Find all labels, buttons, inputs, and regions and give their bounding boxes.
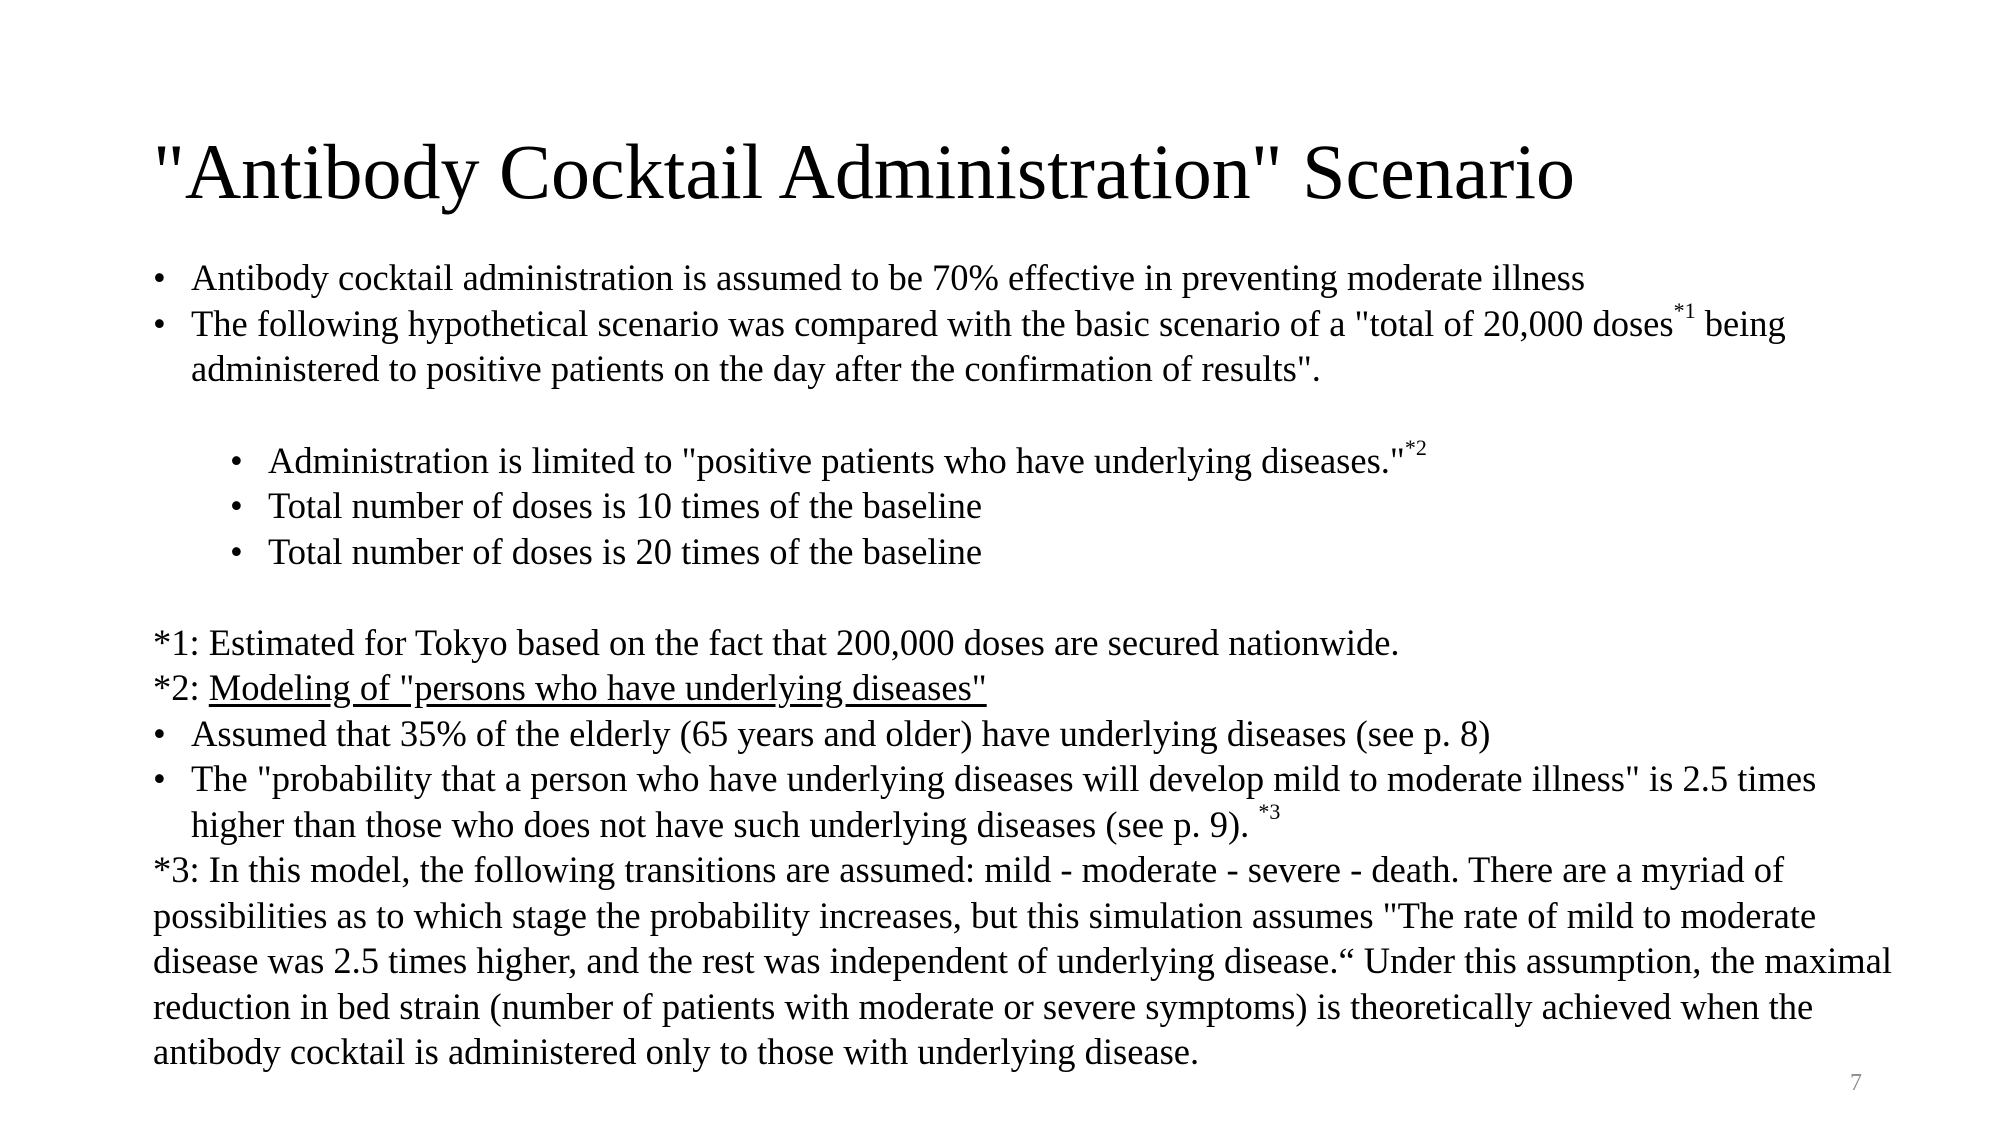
footnote-2-prefix: *2: — [153, 667, 209, 708]
spacer — [153, 574, 1913, 620]
footnote-2-bullet-elderly — [153, 711, 1913, 757]
footnote-2-heading: Modeling of "persons who have underlying diseases" — [208, 667, 987, 708]
sub-bullet-10x — [230, 483, 1913, 529]
footnote-marker: *1 — [1673, 298, 1696, 324]
bullet-comparison — [153, 298, 1913, 392]
bullet-text: The "probability that a person who have underlying diseases will develop mild to moderate illness" is 2.5 times higher than those who does not have such underlying diseases (see p. 9). — [191, 758, 1817, 845]
bullet-text-continued: being administered to positive patients on the day after the confirmation of results". — [191, 302, 1786, 389]
slide-body — [153, 255, 1913, 1075]
slide-title: "Antibody Cocktail Administration" Scenario — [153, 128, 1576, 215]
bullet-text: Antibody cocktail administration is assumed to be 70% effective in preventing moderate illness — [191, 257, 1586, 298]
sub-bullet-text: Total number of doses is 20 times of the baseline — [268, 530, 983, 572]
footnote-3: *3: In this model, the following transitions are assumed: mild - moderate - severe - death. There are a myriad of possibilities as to which stage the probability increases, but this simulation assumes "The rate of mild to moderate disease was 2.5 times higher, and the rest was independent of underlying disease.“ Under this assumption, the maximal reduction in bed strain (number of patients with moderate or severe symptoms) is theoretically achieved when the antibody cocktail is administered only to those with underlying disease. — [153, 849, 1892, 1072]
bullet-text: The following hypothetical scenario was compared with the basic scenario of a "total of 20,000 doses — [191, 302, 1674, 344]
footnote-2-bullet-probability — [153, 756, 1913, 847]
bullet-text: Assumed that 35% of the elderly (65 years and older) have underlying diseases (see p. 8) — [191, 712, 1491, 754]
footnote-1: *1: Estimated for Tokyo based on the fact that 200,000 doses are secured nationwide. — [153, 621, 1400, 663]
footnote-2 — [153, 665, 1913, 711]
footnote-marker: *3 — [1258, 799, 1281, 825]
bullet-effectiveness — [153, 255, 1913, 301]
sub-bullet-underlying — [230, 435, 1913, 484]
footnote-marker: *2 — [1404, 435, 1427, 461]
sub-bullet-text: Total number of doses is 10 times of the baseline — [268, 485, 983, 526]
sub-bullet-text: Administration is limited to "positive patients who have underlying diseases." — [268, 439, 1405, 481]
page-number: 7 — [1850, 1070, 1862, 1096]
sub-bullet-20x — [230, 529, 1913, 575]
spacer — [153, 392, 1913, 438]
